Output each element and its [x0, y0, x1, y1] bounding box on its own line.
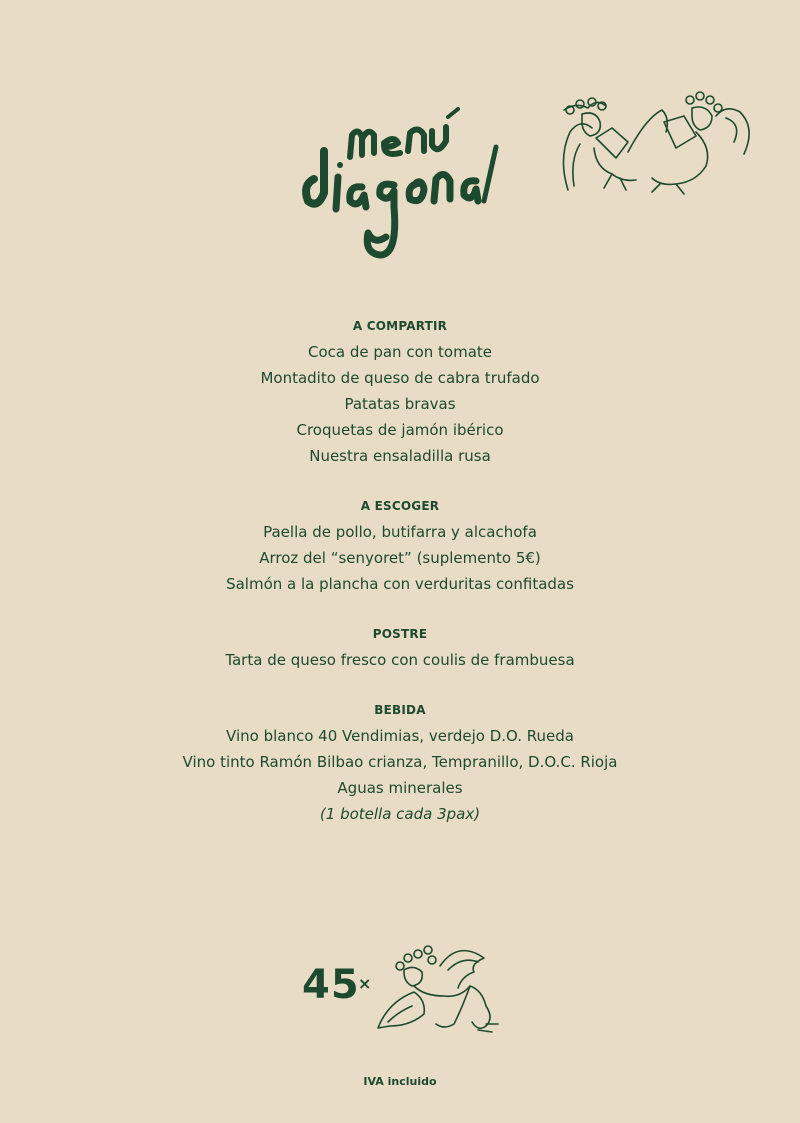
- section-title: A ESCOGER: [360, 499, 440, 513]
- price-amount: 45: [302, 962, 360, 1008]
- menu-item: Salmón a la plancha con verduritas confitadas: [226, 575, 574, 593]
- menu-section-postre: [0, 624, 800, 673]
- menu-item: Nuestra ensaladilla rusa: [309, 447, 491, 465]
- menu-item: Vino blanco 40 Vendimias, verdejo D.O. Rueda: [226, 727, 574, 745]
- section-title: POSTRE: [372, 627, 428, 641]
- price-symbol: ×: [358, 974, 372, 993]
- menu-section-a-escoger: [0, 496, 800, 597]
- section-title: BEBIDA: [374, 703, 426, 717]
- menu-item: Paella de pollo, butifarra y alcachofa: [263, 523, 537, 541]
- menu-item: Patatas bravas: [344, 395, 456, 413]
- menu-section-a-compartir: [0, 316, 800, 469]
- price-block: [296, 936, 506, 1036]
- menu-item: Arroz del “senyoret” (suplemento 5€): [259, 549, 541, 567]
- angel-illustration: [374, 936, 504, 1036]
- menu-item: Aguas minerales: [337, 779, 463, 797]
- menu-diagonal-logo: [298, 105, 508, 265]
- menu-item: Croquetas de jamón ibérico: [296, 421, 504, 439]
- vat-note: IVA incluido: [363, 1075, 437, 1088]
- menu-item-note: (1 botella cada 3pax): [319, 805, 481, 823]
- menu-item: Tarta de queso fresco con coulis de frambuesa: [225, 651, 575, 669]
- angels-reading-illustration: [556, 88, 756, 200]
- menu-item: Vino tinto Ramón Bilbao crianza, Tempranillo, D.O.C. Rioja: [182, 753, 618, 771]
- menu-item: Coca de pan con tomate: [307, 343, 493, 361]
- menu-item: Montadito de queso de cabra trufado: [260, 369, 540, 387]
- section-title: A COMPARTIR: [352, 319, 448, 333]
- menu-section-bebida: [0, 700, 800, 827]
- menu-content: [0, 316, 800, 854]
